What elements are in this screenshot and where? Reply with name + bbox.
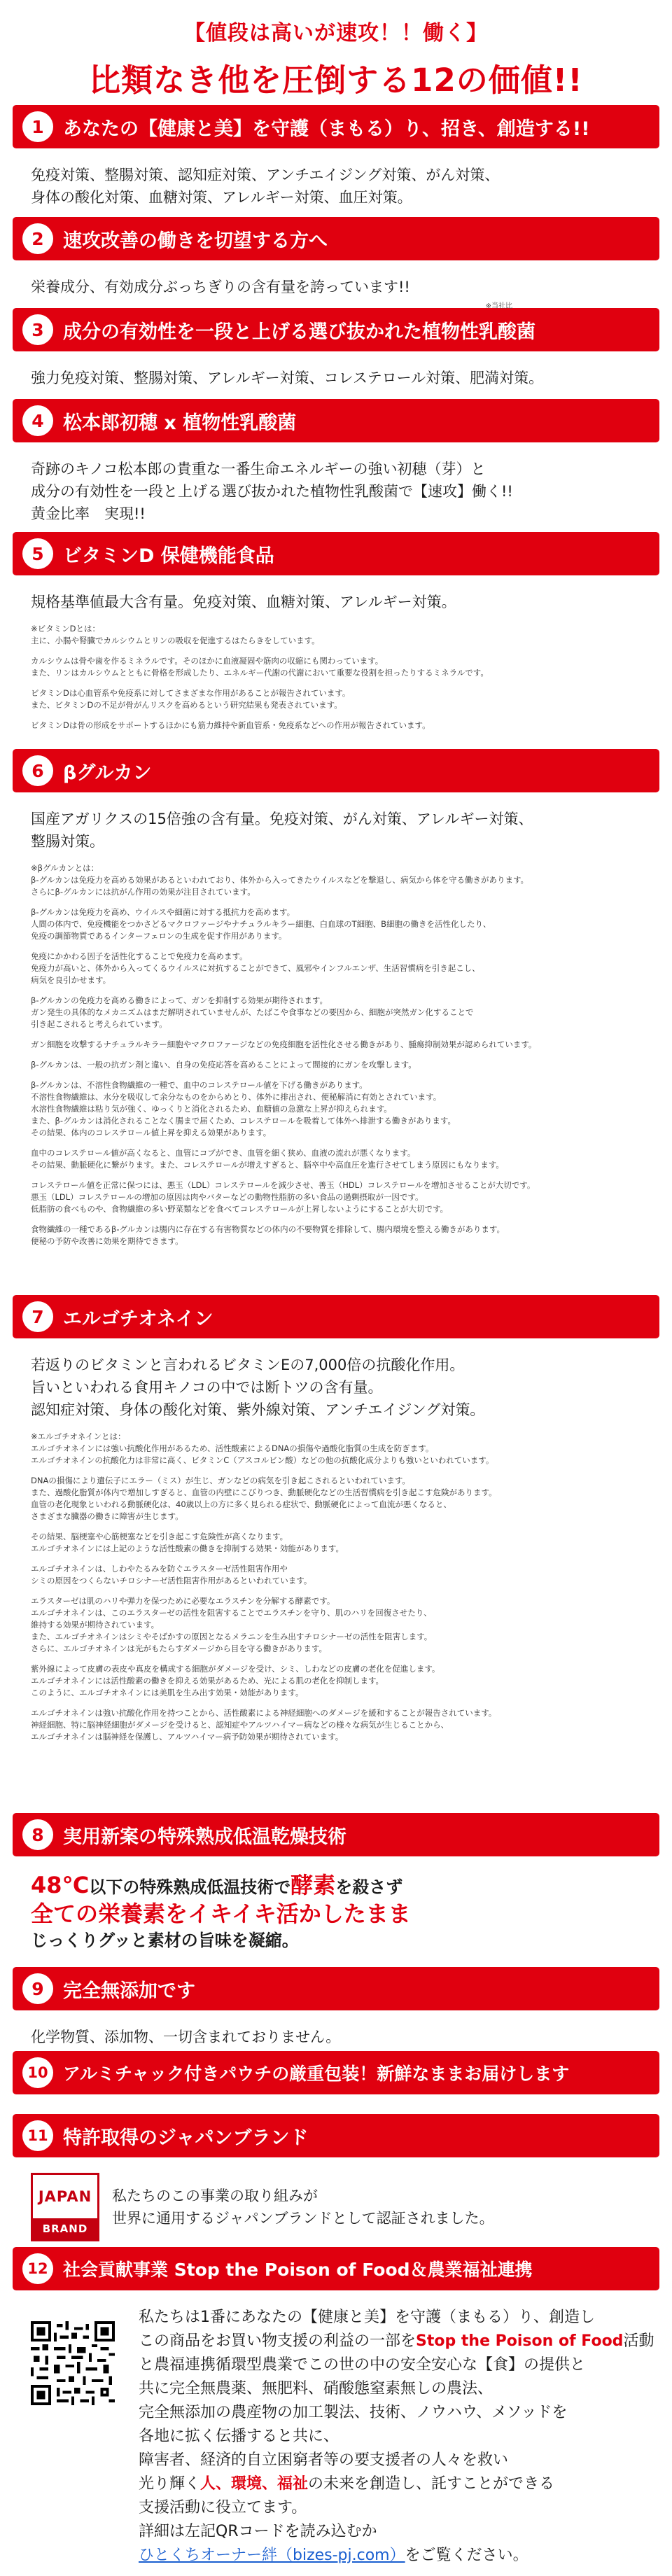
section-12-line-10: 詳細は左記QRコードを読み込むか bbox=[139, 2523, 377, 2540]
section-5-note-4: ビタミンDは骨の形成をサポートするほかにも筋力維持や新血管系・免疫系などへの作用が報告されています。 bbox=[31, 720, 430, 730]
section-8-heading: 実用新案の特殊熟成低温乾燥技術 bbox=[63, 1826, 346, 1848]
hero-subtitle: 【値段は高いが速攻！！働く】 bbox=[184, 21, 488, 46]
section-number: 3 bbox=[22, 314, 53, 345]
section-6-note-1: ※βグルカンとは： β-グルカンは免疫力を高める効果があるといわれており、体外から入ってきたウイルスなどを撃退し、病気から体を守る働きがあります。 さらにβ-グルカンには抗がん作用の効果が注目されています。 bbox=[31, 863, 529, 897]
bizes-link[interactable]: ひとくちオーナー絆（bizes-pj.com） bbox=[139, 2547, 405, 2564]
hero-header bbox=[0, 0, 672, 105]
section-1 bbox=[13, 105, 659, 217]
section-9 bbox=[13, 1967, 659, 2051]
section-4-heading: 松本郎初穂 x 植物性乳酸菌 bbox=[63, 412, 297, 434]
section-8-header bbox=[13, 1813, 659, 1856]
section-6-note-3: 免疫にかかわる因子を活性化することで免疫力を高めます。 免疫力が高いと、体外から入ってくるウイルスに対抗することができて、風邪やインフルエンザ、生活習慣病を引き起こし、 病気を良引かせます。 bbox=[31, 951, 480, 985]
section-11 bbox=[13, 2114, 659, 2247]
section-5-note-3: ビタミンDは心血管系や免疫系に対してさまざまな作用があることが報告されています。 また、ビタミンDの不足が骨がんリスクを高めるという研究結果も発表されています。 bbox=[31, 688, 351, 710]
japan-brand-logo-bottom: BRAND bbox=[33, 2218, 97, 2239]
section-3-heading: 成分の有効性を一段と上げる選び抜かれた植物性乳酸菌 bbox=[63, 321, 536, 343]
section-6-note-2: β-グルカンは免疫力を高め、ウイルスや細菌に対する抵抗力を高めます。 人間の体内で、免疫機能をつかさどるマクロファージやナチュラルキラー細胞、白血球のT細胞、B細胞の働きを活性化したり、 免疫の調節物質であるインターフェロンの生成を促す作用があります。 bbox=[31, 907, 491, 941]
section-6-note-9: コレステロール値を正常に保つには、悪玉（LDL）コレステロールを減少させ、善玉（HDL）コレステロールを増加させることが大切です。 悪玉（LDL）コレステロールの増加の原因は肉やバターなどの動物性脂肪の多い食品の過剰摂取が一因です。 低脂肪の食べものや、食物繊維の多い野菜類などを食べてコレステロールが上昇しないようにすることが大切です。 bbox=[31, 1180, 536, 1214]
section-9-header bbox=[13, 1967, 659, 2010]
section-12-header bbox=[13, 2247, 659, 2290]
section-10-heading: アルミチャック付きパウチの厳重包装！新鮮なままお届けします bbox=[63, 2064, 570, 2084]
section-11-header bbox=[13, 2114, 659, 2157]
hero-title: 比類なき他を圧倒する12の価値!! bbox=[89, 62, 583, 99]
section-2 bbox=[13, 217, 659, 308]
section-2-heading: 速攻改善の働きを切望する方へ bbox=[63, 230, 328, 252]
section-7-heading: エルゴチオネイン bbox=[63, 1308, 214, 1330]
section-number: 5 bbox=[22, 538, 53, 569]
section-4-header bbox=[13, 399, 659, 442]
section-12-line-1: 私たちは1番にあなたの【健康と美】を守護（まもる）り、創造し bbox=[139, 2309, 595, 2326]
section-1-header bbox=[13, 105, 659, 148]
section-4-line-1: 奇跡のキノコ松本郎の貴重な一番生命エネルギーの強い初穂（芽）と bbox=[31, 461, 486, 477]
section-5-note-2: カルシウムは骨や歯を作るミネラルです。そのほかに血液凝固や筋肉の収縮にも関わっています。 また、リンはカルシウムとともに骨格を形成したり、エネルギー代謝の代謝において重要な役割を担ったりするミネラルです。 bbox=[31, 656, 489, 678]
section-8-text-b: を殺さず bbox=[335, 1877, 403, 1897]
section-12-body bbox=[139, 2306, 654, 2568]
section-8-text-d: じっくりグッと素材の旨味を凝縮。 bbox=[31, 1931, 299, 1950]
section-number: 4 bbox=[22, 405, 53, 436]
section-7-line-1: 若返りのビタミンと言われるビタミンEの7,000倍の抗酸化作用。 bbox=[31, 1357, 465, 1373]
section-1-line-2: 身体の酸化対策、血糖対策、アレルギー対策、血圧対策。 bbox=[31, 189, 412, 206]
section-6-line-1: 国産アガリクスの15倍強の含有量。免疫対策、がん対策、アレルギー対策、 bbox=[31, 811, 533, 827]
section-12-line-6: 各地に拡く伝播すると共に、 bbox=[139, 2428, 340, 2445]
section-7-line-2: 旨いといわれる食用キノコの中では断トツの含有量。 bbox=[31, 1379, 383, 1396]
section-7-note-5: エラスターゼは肌のハリや弾力を保つために必要なエラスチンを分解する酵素です。 エルゴチオネインは、このエラスターゼの活性を阻害することでエラスチンを守り、肌のハリを回復させたり、 維持する効果が期待されています。 また、エルゴチオネインはシミやそばかすの原因となるメラニンを生み出すチロシナーゼの活性を阻害します。 さらに、エルゴチオネインは光がもたらすダメージから目を守る働きがあります。 bbox=[31, 1596, 433, 1653]
section-7-note-4: エルゴチオネインは、しわやたるみを防ぐエラスターゼ活性阻害作用や シミの原因をつくらないチロシナーゼ活性阻害作用があるといわれています。 bbox=[31, 1564, 312, 1586]
temperature: 48℃ bbox=[31, 1872, 90, 1898]
section-4-line-2: 成分の有効性を一段と上げる選び抜かれた植物性乳酸菌で【速攻】働く!! bbox=[31, 483, 513, 500]
section-number: 12 bbox=[22, 2253, 53, 2284]
qr-code-icon[interactable] bbox=[31, 2321, 115, 2405]
section-6-line-2: 整腸対策。 bbox=[31, 833, 104, 850]
section-12-line-9: 支援活動に役立てます。 bbox=[139, 2499, 307, 2516]
section-7-note-2: DNAの損傷により遺伝子にエラー（ミス）が生じ、ガンなどの病気を引き起こされるといわれています。 また、過酸化脂質が体内で増加しすぎると、血管の内壁にこびりつき、動脈硬化などの生活習慣病を引き起こす危険があります。 血管の老化現象といわれる動脈硬化は、40歳以上の方に多く見られる症状で、動脈硬化によって血流が悪くなると、 さまざまな臓器の働きに障害が生じます。 bbox=[31, 1476, 497, 1521]
section-5-lead: 規格基準値最大含有量。免疫対策、血糖対策、アレルギー対策。 bbox=[31, 594, 456, 610]
section-6-note-7: β-グルカンは、不溶性食物繊維の一種で、血中のコレステロール値を下げる働きがあります。 不溶性食物繊維は、水分を吸収して余分なものをからめとり、体外に排出され、便秘解消に有効とされています。 水溶性食物繊維は粘り気が強く、ゆっくりと消化されるため、血糖値の急激な上昇が抑えられます。 また、β-グルカンは消化されることなく腸まで届くため、コレステロールを吸着して体外へ排泄する働きがあります。 その結果、体内のコレステロール値上昇を抑える効果があります。 bbox=[31, 1080, 456, 1138]
section-6-heading: βグルカン bbox=[63, 762, 152, 784]
section-12-line-8c: の未来を創造し、託すことができる bbox=[308, 2475, 555, 2493]
section-5 bbox=[13, 532, 659, 749]
section-5-header bbox=[13, 532, 659, 575]
section-7-line-3: 認知症対策、身体の酸化対策、紫外線対策、アンチエイジング対策。 bbox=[31, 1401, 485, 1418]
section-6-note-6: β-グルカンは、一般の抗ガン剤と違い、自身の免疫応答を高めることによって間接的にガンを攻撃します。 bbox=[31, 1060, 416, 1070]
section-12 bbox=[13, 2247, 659, 2576]
section-12-heading: 社会貢献事業 Stop the Poison of Food＆農業福祉連携 bbox=[63, 2260, 533, 2280]
section-3 bbox=[13, 308, 659, 399]
section-6-note-5: ガン細胞を攻撃するナチュラルキラー細胞やマクロファージなどの免疫細胞を活性化させる働きがあり、腫瘍抑制効果が認められています。 bbox=[31, 1040, 537, 1049]
section-number: 2 bbox=[22, 223, 53, 254]
section-6-note-8: 血中のコレステロール値が高くなると、血管にコブができ、血管を細く狭め、血液の流れが悪くなります。 その結果、動脈硬化に繋がります。また、コレステロールが増えすぎると、脳卒中や高血圧を進行させてしまう原因にもなります。 bbox=[31, 1148, 504, 1170]
section-11-line-1: 私たちのこの事業の取り組みが bbox=[112, 2188, 318, 2204]
section-7-header bbox=[13, 1295, 659, 1338]
section-12-line-5: 完全無添加の農産物の加工製法、技術、ノウハウ、メソッドを bbox=[139, 2404, 568, 2421]
section-3-line-1: 強力免疫対策、整腸対策、アレルギー対策、コレステロール対策、肥満対策。 bbox=[31, 370, 544, 386]
section-7-note-3: その結果、脳梗塞や心筋梗塞などを引き起こす危険性が高くなります。 エルゴチオネインには上記のような活性酸素の働きを抑制する効果・効能があります。 bbox=[31, 1532, 344, 1553]
section-7-note-1: ※エルゴチオネインとは： エルゴチオネインには強い抗酸化作用があるため、活性酸素によるDNAの損傷や過酸化脂質の生成を防ぎます。 エルゴチオネインの抗酸化力は非常に高く、ビタミンC（アスコルビン酸）などの他の抗酸化成分よりも強いといわれています。 bbox=[31, 1432, 494, 1465]
section-7-note-7: エルゴチオネインは強い抗酸化作用を持つことから、活性酸素による神経細胞へのダメージを緩和することが報告されています。 神経細胞、特に脳神経細胞がダメージを受けると、認知症やアルツハイマー病などの様々な病気が生じることから、 エルゴチオネインは脳神経を保護し、アルツハイマー病予防効果が期待されています。 bbox=[31, 1708, 497, 1742]
section-number: 1 bbox=[22, 111, 53, 142]
section-6-header bbox=[13, 749, 659, 792]
enzyme-word: 酵素 bbox=[290, 1872, 336, 1898]
section-2-header bbox=[13, 217, 659, 260]
section-12-line-2a: この商品をお買い物支援の利益の一部を bbox=[139, 2332, 416, 2350]
section-3-header bbox=[13, 308, 659, 351]
section-8-highlight: 全ての栄養素をイキイキ活かしたまま bbox=[31, 1900, 411, 1927]
section-12-line-2c: 活動 bbox=[623, 2332, 654, 2350]
section-4-line-3: 黄金比率 実現!! bbox=[31, 505, 146, 522]
people-environment-welfare-highlight: 人、環境、福祉 bbox=[200, 2475, 309, 2493]
section-11-line-2: 世界に通用するジャパンブランドとして認証されました。 bbox=[112, 2210, 494, 2227]
section-12-line-3: と農福連携循環型農業でこの世の中の安全安心な【食】の提供と bbox=[139, 2356, 586, 2374]
section-8-text-a: 以下の特殊熟成低温技術で bbox=[89, 1877, 291, 1897]
section-10 bbox=[13, 2051, 659, 2114]
section-7-note-6: 紫外線によって皮膚の表皮や真皮を構成する細胞がダメージを受け、シミ、しわなどの皮膚の老化を促進します。 エルゴチオネインには活性酸素の働きを抑える効果があるため、光による肌の老化を抑制します。 このように、エルゴチオネインには美肌を生み出す効果・効能があります。 bbox=[31, 1664, 440, 1698]
section-6-note-4: β-グルカンの免疫力を高める働きによって、ガンを抑制する効果が期待されます。 ガン発生の具体的なメカニズムはまだ解明されていませんが、たばこや食事などの要因から、細胞が突然ガン化することで 引き起こされると考えられています。 bbox=[31, 995, 474, 1029]
section-10-header bbox=[13, 2051, 659, 2094]
section-1-heading: あなたの【健康と美】を守護（まもる）り、招き、創造する!! bbox=[63, 118, 590, 140]
section-12-line-4: 共に完全無農薬、無肥料、硝酸態窒素無しの農法、 bbox=[139, 2380, 493, 2398]
section-1-line-1: 免疫対策、整腸対策、認知症対策、アンチエイジング対策、がん対策、 bbox=[31, 167, 500, 183]
section-2-line-1: 栄養成分、有効成分ぶっちぎりの含有量を誇っています!! bbox=[31, 279, 410, 295]
section-11-heading: 特許取得のジャパンブランド bbox=[63, 2127, 309, 2149]
section-5-heading: ビタミンD 保健機能食品 bbox=[63, 545, 274, 567]
section-2-footnote: ※当社比 bbox=[485, 302, 512, 310]
section-6 bbox=[13, 749, 659, 1295]
section-9-heading: 完全無添加です bbox=[63, 1980, 195, 2002]
section-4 bbox=[13, 399, 659, 532]
section-number: 8 bbox=[22, 1819, 53, 1850]
section-5-note-1: ※ビタミンDとは： 主に、小腸や腎臓でカルシウムとリンの吸収を促進するはたらきをしています。 bbox=[31, 624, 320, 645]
section-9-line-1: 化学物質、添加物、一切含まれておりません。 bbox=[31, 2029, 341, 2045]
japan-brand-logo-top: JAPAN bbox=[33, 2175, 97, 2218]
section-12-line-8a: 光り輝く bbox=[139, 2475, 201, 2493]
stop-the-poison-highlight: Stop the Poison of Food bbox=[416, 2332, 624, 2350]
section-6-note-10: 食物繊維の一種であるβ-グルカンは腸内に存在する有害物質などの体内の不要物質を排除して、腸内環境を整える働きがあります。 便秘の予防や改善に効果を期待できます。 bbox=[31, 1224, 505, 1246]
section-number: 6 bbox=[22, 755, 53, 786]
section-number: 7 bbox=[22, 1301, 53, 1332]
japan-brand-logo bbox=[31, 2173, 99, 2241]
section-number: 11 bbox=[22, 2120, 53, 2151]
section-8 bbox=[13, 1813, 659, 1967]
section-12-line-11b: をご覧ください。 bbox=[405, 2547, 528, 2564]
section-12-line-7: 障害者、経済的自立困窮者等の要支援者の人々を救い bbox=[139, 2451, 509, 2469]
section-number: 9 bbox=[22, 1973, 53, 2004]
section-7 bbox=[13, 1295, 659, 1813]
section-number: 10 bbox=[22, 2057, 53, 2088]
